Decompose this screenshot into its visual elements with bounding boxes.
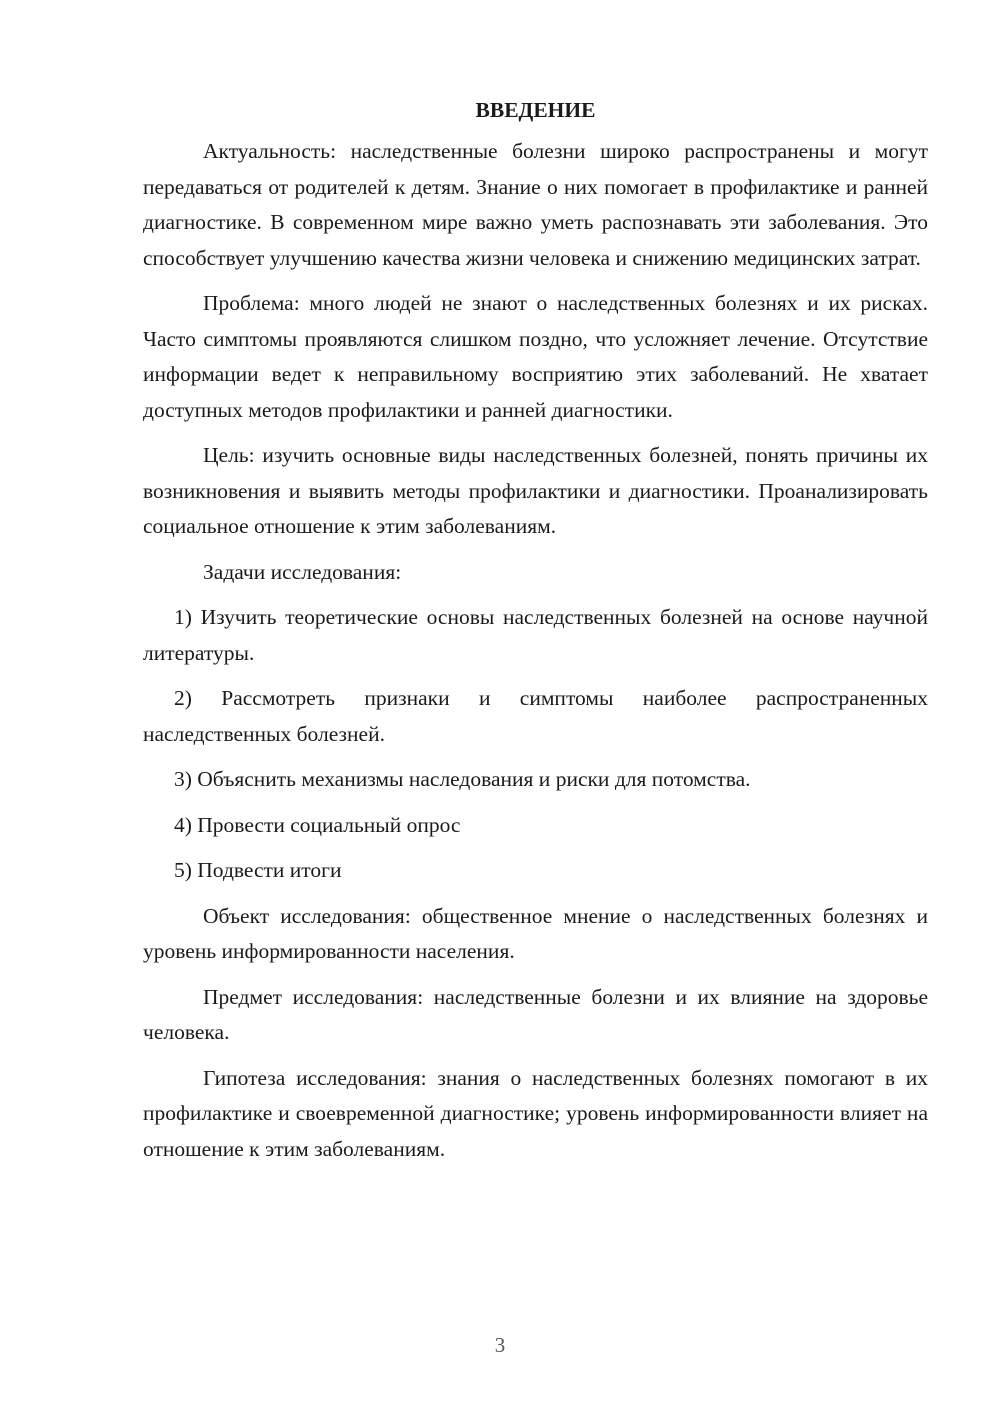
tasks-list (143, 600, 928, 889)
task-item-1: 1) Изучить теоретические основы наследственных болезней на основе научной литературы. (143, 605, 928, 665)
goal-paragraph: Цель: изучить основные виды наследственных болезней, понять причины их возникновения и выявить методы профилактики и диагностики. Проанализировать социальное отношение к этим заболеваниям. (143, 443, 928, 538)
task-item-2: 2) Рассмотреть признаки и симптомы наиболее распространенных наследственных болезней. (143, 686, 928, 746)
document-page (143, 92, 928, 1177)
subject-paragraph: Предмет исследования: наследственные болезни и их влияние на здоровье человека. (143, 984, 928, 1044)
problem-paragraph: Проблема: много людей не знают о наследственных болезнях и их рисках. Часто симптомы проявляются слишком поздно, что усложняет лечение. Отсутствие информации ведет к неправильному восприятию этих заболеваний. Не хватает доступных методов профилактики и ранней диагностики. (143, 291, 928, 422)
tasks-heading: Задачи исследования: (203, 559, 402, 584)
task-item-4: 4) Провести социальный опрос (174, 812, 461, 837)
relevance-paragraph: Актуальность: наследственные болезни широко распространены и могут передаваться от родителей к детям. Знание о них помогает в профилактике и ранней диагностике. В современном мире важно уметь распознавать эти заболевания. Это способствует улучшению качества жизни человека и снижению медицинских затрат. (143, 139, 928, 270)
hypothesis-paragraph: Гипотеза исследования: знания о наследственных болезнях помогают в их профилактике и своевременной диагностике; уровень информированности влияет на отношение к этим заболеваниям. (143, 1065, 928, 1161)
section-title: ВВЕДЕНИЕ (475, 98, 596, 122)
task-item-3: 3) Объяснить механизмы наследования и риски для потомства. (174, 767, 751, 791)
page-number: 3 (494, 1333, 506, 1357)
task-item-5: 5) Подвести итоги (174, 858, 342, 882)
object-paragraph: Объект исследования: общественное мнение о наследственных болезнях и уровень информированности населения. (143, 903, 928, 963)
